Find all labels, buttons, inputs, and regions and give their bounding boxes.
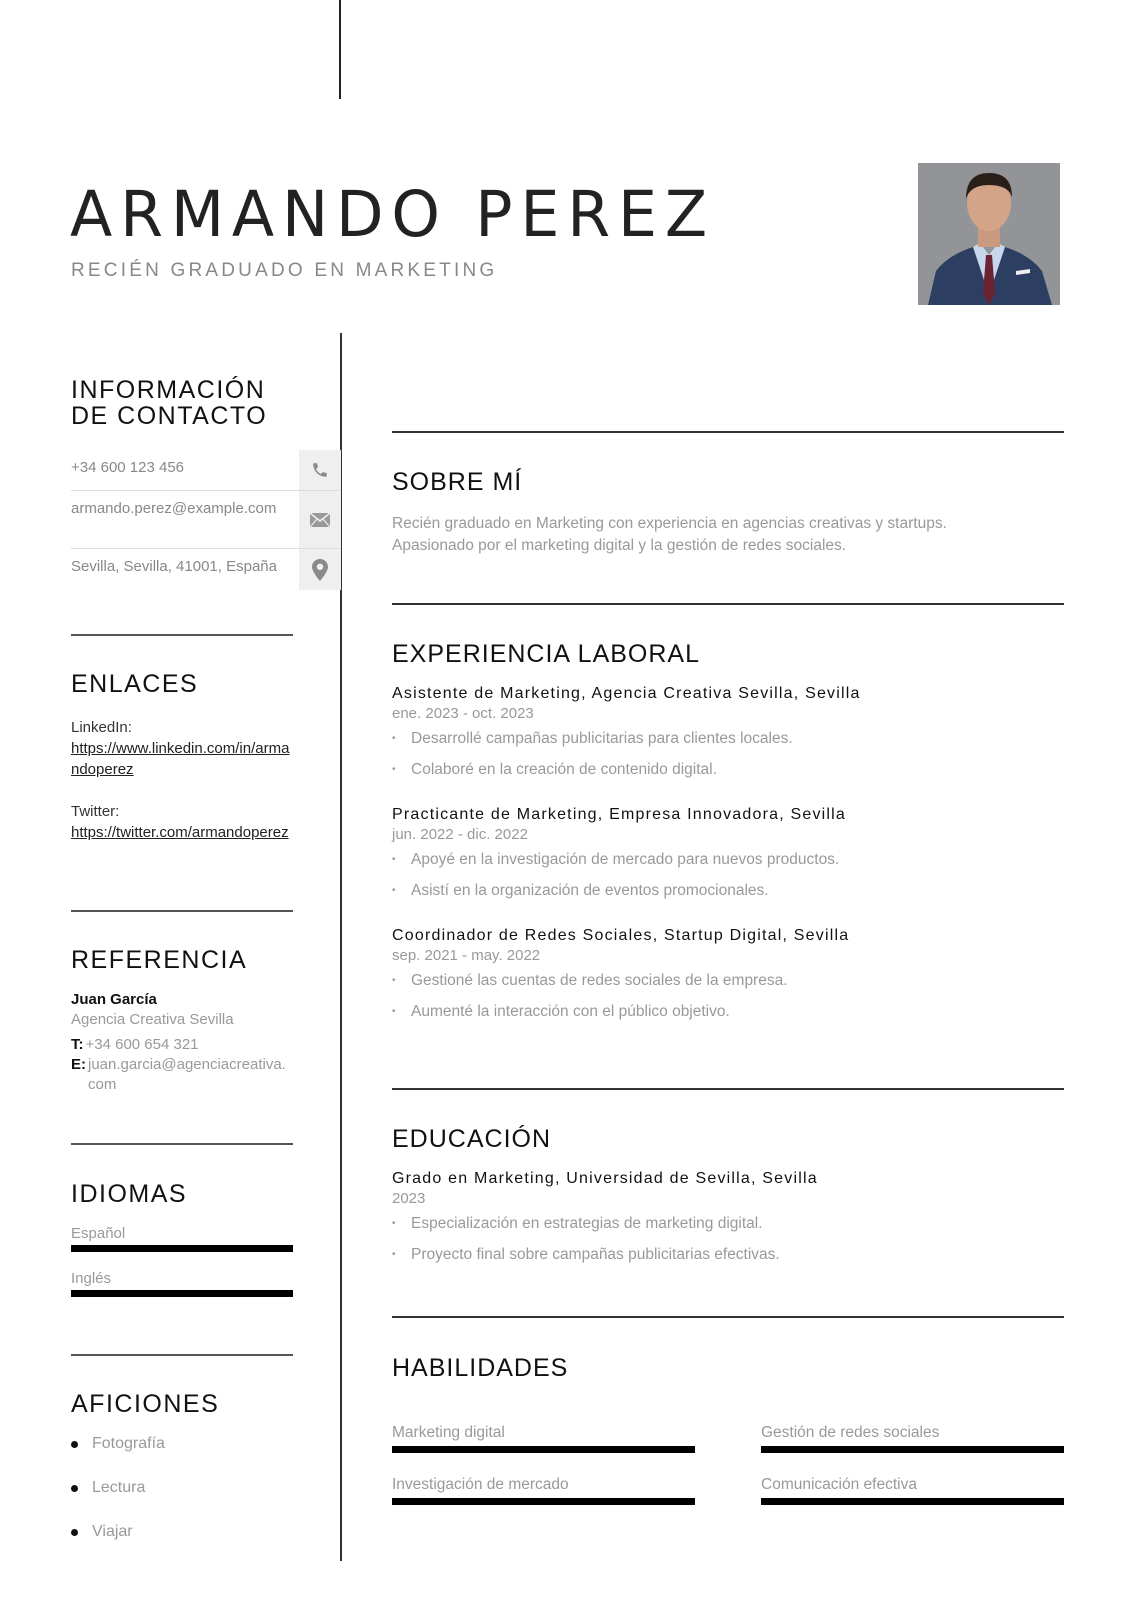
reference-company: Agencia Creativa Sevilla (71, 1011, 234, 1028)
job-date: ene. 2023 - oct. 2023 (392, 705, 534, 722)
language-name: Inglés (71, 1270, 112, 1287)
skill-level-bar (761, 1446, 1064, 1453)
portrait-image (918, 163, 1060, 305)
sidebar-divider (71, 1354, 293, 1356)
experience-section (392, 640, 1064, 1023)
skill-level-bar (392, 1498, 695, 1505)
languages-section (71, 1181, 293, 1297)
job-title: Asistente de Marketing, Agencia Creativa Sevilla, Sevilla (392, 685, 861, 702)
bullet-text: Proyecto final sobre campañas publicitarias efectivas. (411, 1246, 780, 1263)
job-title: Practicante de Marketing, Empresa Innovadora, Sevilla (392, 806, 847, 823)
skill-item (392, 1424, 695, 1453)
bullet-icon (71, 1441, 78, 1448)
candidate-title: RECIÉN GRADUADO EN MARKETING (71, 260, 498, 281)
hobby-label: Fotografía (92, 1435, 165, 1452)
twitter-link[interactable]: https://twitter.com/armandoperez (71, 824, 289, 841)
reference-phone (71, 1035, 293, 1055)
envelope-icon (299, 491, 341, 548)
contact-phone (71, 450, 341, 491)
degree-date: 2023 (392, 1190, 426, 1207)
email-label: E: (71, 1056, 86, 1073)
bullet-text: Gestioné las cuentas de redes sociales de la empresa. (411, 972, 788, 989)
education-entry (392, 1168, 1064, 1266)
education-title: EDUCACIÓN (392, 1125, 552, 1153)
experience-title: EXPERIENCIA LABORAL (392, 640, 701, 668)
section-divider (392, 1088, 1064, 1090)
skill-level-bar (392, 1446, 695, 1453)
skills-title: HABILIDADES (392, 1354, 569, 1382)
about-title: SOBRE MÍ (392, 468, 523, 496)
language-level-bar (71, 1290, 293, 1297)
skill-name: Marketing digital (392, 1424, 505, 1441)
skill-name: Gestión de redes sociales (761, 1424, 940, 1441)
contact-address (71, 549, 341, 590)
contact-email (71, 491, 341, 549)
skills-section (392, 1354, 1064, 1383)
language-item (71, 1270, 293, 1297)
job-bullet: • Aumenté la interacción con el público objetivo. (392, 1001, 1064, 1023)
reference-email (71, 1055, 293, 1095)
hobby-label: Viajar (92, 1523, 133, 1540)
contact-section-title (71, 377, 293, 429)
section-divider (392, 431, 1064, 433)
skill-item (761, 1424, 1064, 1453)
skill-name: Comunicación efectiva (761, 1476, 917, 1493)
linkedin-link-block (71, 717, 293, 780)
bullet-text: Apoyé en la investigación de mercado para nuevos productos. (411, 851, 840, 868)
twitter-link-block (71, 801, 293, 843)
reference-email-value[interactable]: juan.garcia@agenciacreativa.com (88, 1056, 286, 1093)
job-bullet: • Colaboré en la creación de contenido digital. (392, 759, 1064, 781)
twitter-label: Twitter: (71, 803, 120, 820)
top-divider (339, 0, 341, 99)
bullet-icon (71, 1529, 78, 1536)
hobbies-title: AFICIONES (71, 1390, 220, 1418)
hobby-item (71, 1434, 293, 1454)
education-section (392, 1125, 1064, 1266)
contact-title-line2: DE CONTACTO (71, 402, 268, 430)
hobby-item (71, 1522, 293, 1542)
phone-icon (299, 450, 341, 490)
skill-item (392, 1476, 695, 1505)
contact-title-line1: INFORMACIÓN (71, 376, 266, 404)
phone-label: T: (71, 1036, 84, 1053)
sidebar-divider (71, 1143, 293, 1145)
job-entry (392, 804, 1064, 902)
reference-name: Juan García (71, 991, 157, 1008)
section-divider (392, 1316, 1064, 1318)
job-bullet: • Desarrollé campañas publicitarias para clientes locales. (392, 728, 1064, 750)
linkedin-link[interactable]: https://www.linkedin.com/in/armandoperez (71, 740, 290, 778)
bullet-text: Colaboré en la creación de contenido digital. (411, 761, 717, 778)
hobby-label: Lectura (92, 1479, 146, 1496)
language-item (71, 1225, 293, 1252)
sidebar-divider (71, 634, 293, 636)
language-name: Español (71, 1225, 126, 1242)
degree-title: Grado en Marketing, Universidad de Sevilla, Sevilla (392, 1170, 818, 1187)
profile-photo (918, 163, 1060, 305)
bullet-text: Aumenté la interacción con el público objetivo. (411, 1003, 730, 1020)
candidate-name: ARMANDO PEREZ (70, 178, 715, 251)
map-pin-icon (299, 549, 341, 590)
links-section (71, 671, 293, 843)
about-section (392, 468, 1064, 557)
job-title: Coordinador de Redes Sociales, Startup Digital, Sevilla (392, 927, 850, 944)
section-divider (392, 603, 1064, 605)
job-date: jun. 2022 - dic. 2022 (392, 826, 528, 843)
email-text[interactable]: armando.perez@example.com (71, 500, 277, 517)
bullet-icon (71, 1485, 78, 1492)
bullet-text: Desarrollé campañas publicitarias para clientes locales. (411, 730, 793, 747)
reference-title: REFERENCIA (71, 946, 248, 974)
job-bullet: • Apoyé en la investigación de mercado para nuevos productos. (392, 849, 1064, 871)
about-text: Recién graduado en Marketing con experiencia en agencias creativas y startups. Apasionado por el marketing digital y la gestión de redes sociales. (392, 515, 947, 554)
job-entry (392, 683, 1064, 781)
hobbies-section (71, 1391, 293, 1542)
job-bullet: • Asistí en la organización de eventos promocionales. (392, 880, 1064, 902)
job-entry (392, 925, 1064, 1023)
language-level-bar (71, 1245, 293, 1252)
job-date: sep. 2021 - may. 2022 (392, 947, 541, 964)
bullet-text: Asistí en la organización de eventos promocionales. (411, 882, 769, 899)
skill-name: Investigación de mercado (392, 1476, 569, 1493)
job-bullet: • Gestioné las cuentas de redes sociales de la empresa. (392, 970, 1064, 992)
sidebar-divider (71, 910, 293, 912)
reference-section (71, 947, 293, 1095)
address-text: Sevilla, Sevilla, 41001, España (71, 558, 277, 575)
education-bullet: • Proyecto final sobre campañas publicitarias efectivas. (392, 1244, 1064, 1266)
bullet-text: Especialización en estrategias de marketing digital. (411, 1215, 763, 1232)
contact-list (71, 450, 341, 590)
hobby-item (71, 1478, 293, 1498)
phone-text[interactable]: +34 600 123 456 (71, 459, 185, 476)
linkedin-label: LinkedIn: (71, 719, 132, 736)
languages-title: IDIOMAS (71, 1180, 188, 1208)
education-bullet: • Especialización en estrategias de marketing digital. (392, 1213, 1064, 1235)
reference-phone-value[interactable]: +34 600 654 321 (85, 1036, 199, 1053)
skill-item (761, 1476, 1064, 1505)
skill-level-bar (761, 1498, 1064, 1505)
links-title: ENLACES (71, 670, 199, 698)
